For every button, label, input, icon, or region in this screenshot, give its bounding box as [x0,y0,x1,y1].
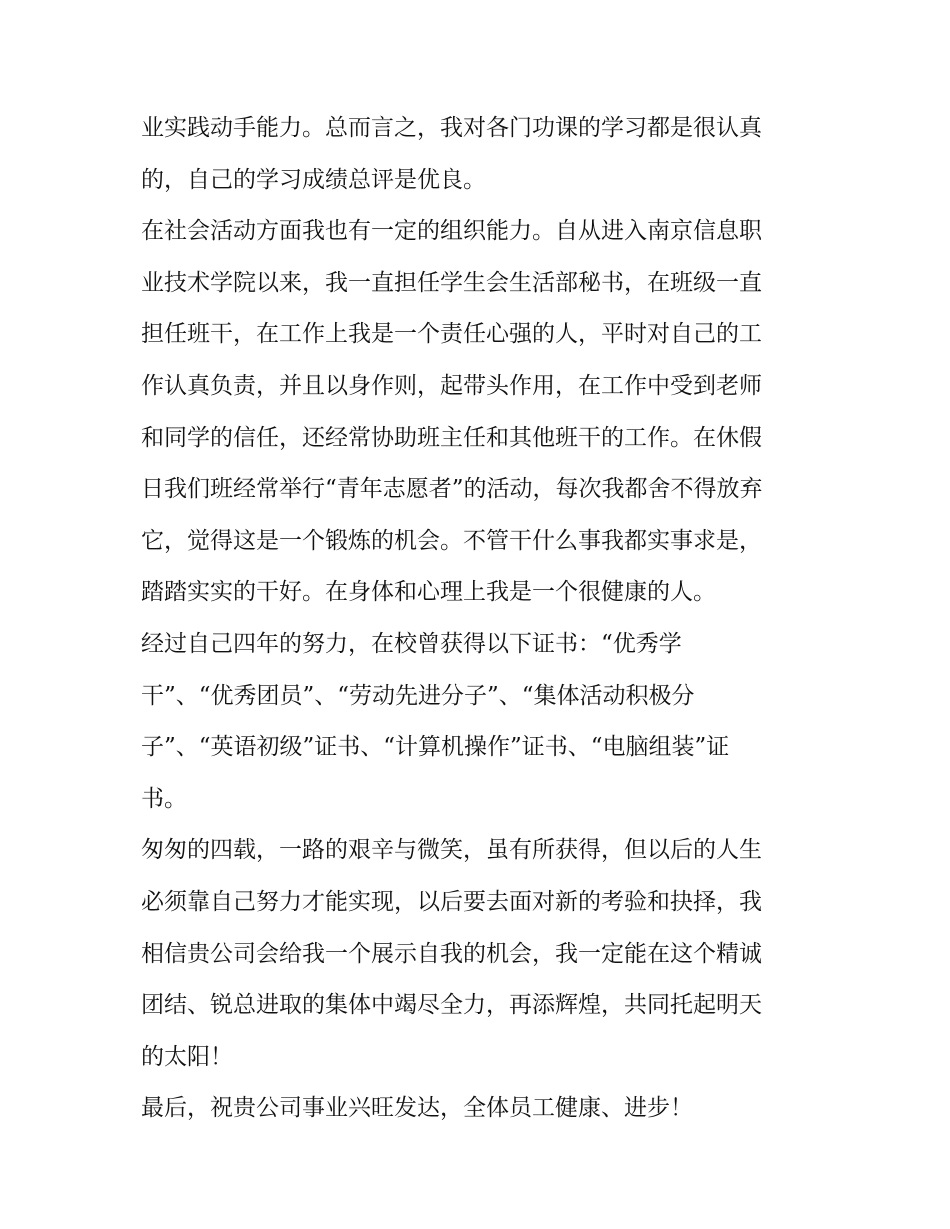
text-line: 日我们班经常举行“青年志愿者”的活动，每次我都舍不得放弃 [141,476,763,503]
text-line: 业实践动手能力。总而言之，我对各门功课的学习都是很认真 [141,115,762,141]
text-line: 干”、“优秀团员”、“劳动先进分子”、“集体活动积极分 [141,682,695,709]
text-line: 业技术学院以来，我一直担任学生会生活部秘书，在班级一直 [141,269,762,296]
text-line: 在社会活动方面我也有一定的组织能力。自从进入南京信息职 [141,218,762,245]
text-line: 匆匆的四载，一路的艰辛与微笑，虽有所获得，但以后的人生 [141,837,762,864]
text-line: 和同学的信任，还经常协助班主任和其他班干的工作。在休假 [141,424,762,451]
text-line: 它，觉得这是一个锻炼的机会。不管干什么事我都实事求是， [141,527,762,554]
text-line: 经过自己四年的努力，在校曾获得以下证书：“优秀学 [141,630,682,657]
text-line: 最后，祝贵公司事业兴旺发达，全体员工健康、进步！ [141,1095,693,1122]
text-line: 书。 [141,785,187,812]
text-line: 相信贵公司会给我一个展示自我的机会，我一定能在这个精诚 [141,940,762,967]
text-line: 子”、“英语初级”证书、“计算机操作”证书、“电脑组装”证 [141,734,730,761]
text-line: 的，自己的学习成绩总评是优良。 [141,166,486,193]
text-line: 作认真负责，并且以身作则，起带头作用，在工作中受到老师 [141,372,762,399]
text-line: 的太阳！ [141,1043,233,1070]
text-line: 担任班干，在工作上我是一个责任心强的人，平时对自己的工 [141,321,762,348]
document-body [141,103,831,1135]
text-line: 团结、锐总进取的集体中竭尽全力，再添辉煌，共同托起明天 [141,992,762,1019]
text-line: 踏踏实实的干好。在身体和心理上我是一个很健康的人。 [141,579,716,606]
text-line: 必须靠自己努力才能实现，以后要去面对新的考验和抉择，我 [141,888,762,915]
